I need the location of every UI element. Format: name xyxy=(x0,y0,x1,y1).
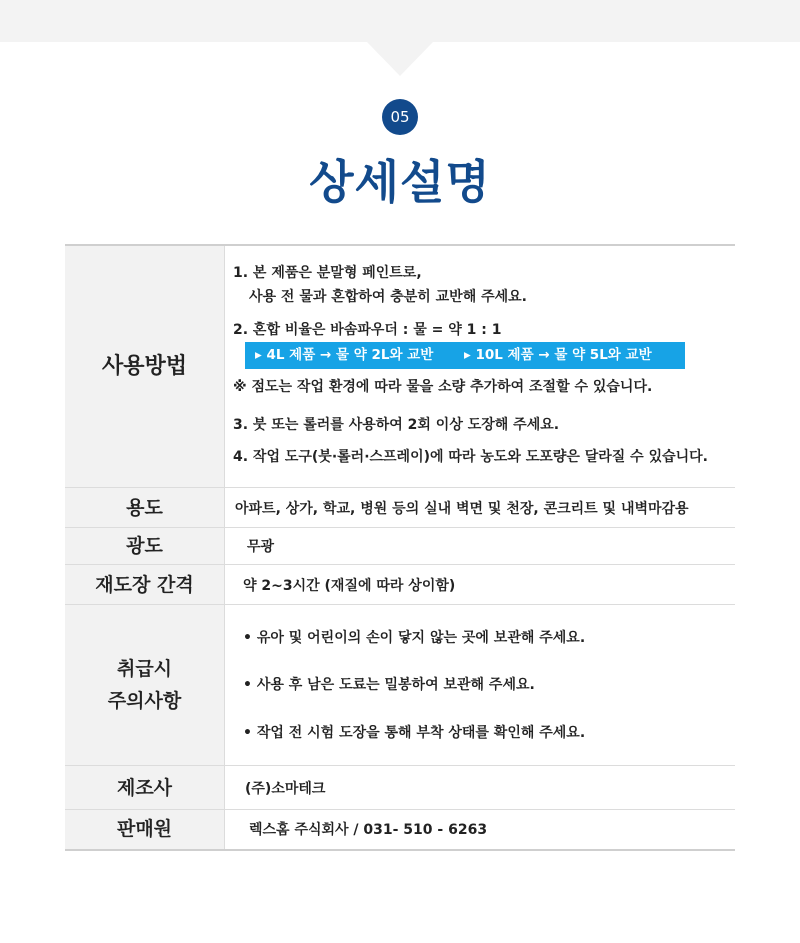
row-seller xyxy=(65,810,735,850)
caution-label xyxy=(65,605,225,766)
caution-item-3: • 작업 전 시험 도장을 통해 부착 상태를 확인해 주세요. xyxy=(243,725,586,741)
usage-label: 사용방법 xyxy=(65,245,225,488)
section-title: 상세설명 xyxy=(309,155,491,209)
row-recoat xyxy=(65,565,735,605)
usage-step1-line1: 1. 본 제품은 분말형 페인트로, xyxy=(233,265,422,281)
usage-step3: 3. 붓 또는 롤러를 사용하여 2회 이상 도장해 주세요. xyxy=(233,417,560,433)
usage-step2: 2. 혼합 비율은 바솜파우더 : 물 = 약 1 : 1 xyxy=(233,322,502,338)
row-usage xyxy=(65,245,735,488)
usage-step1-line2: 사용 전 물과 혼합하여 충분히 교반해 주세요. xyxy=(249,289,527,305)
manufacturer-label: 제조사 xyxy=(65,766,225,810)
row-manufacturer xyxy=(65,766,735,810)
spec-table xyxy=(65,244,735,851)
row-gloss xyxy=(65,528,735,565)
purpose-label: 용도 xyxy=(65,488,225,528)
purpose-value: 아파트, 상가, 학교, 병원 등의 실내 벽면 및 천장, 콘크리트 및 내벽마감용 xyxy=(235,500,689,517)
seller-label: 판매원 xyxy=(65,810,225,850)
seller-value: 렉스홈 주식회사 / 031- 510 - 6263 xyxy=(249,822,488,839)
row-purpose xyxy=(65,488,735,528)
mix-4l: ▸ 4L 제품 → 물 약 2L와 교반 xyxy=(255,347,434,363)
usage-cell xyxy=(225,245,736,488)
caution-label-line1: 취급시 xyxy=(116,658,173,680)
caution-cell xyxy=(225,605,736,766)
caution-label-line2: 주의사항 xyxy=(107,690,182,712)
caution-item-2: • 사용 후 남은 도료는 밀봉하여 보관해 주세요. xyxy=(243,677,535,693)
manufacturer-value: (주)소마테크 xyxy=(245,780,326,797)
section-number-badge: 05 xyxy=(382,99,418,135)
row-caution xyxy=(65,605,735,766)
gloss-value: 무광 xyxy=(247,539,275,555)
mix-ratio-highlight xyxy=(245,342,685,369)
usage-step4: 4. 작업 도구(붓·롤러·스프레이)에 따라 농도와 도포량은 달라질 수 있습니다. xyxy=(233,449,708,465)
section-arrow-icon xyxy=(367,42,433,76)
mix-10l: ▸ 10L 제품 → 물 약 5L와 교반 xyxy=(463,347,652,363)
recoat-value: 약 2~3시간 (재질에 따라 상이함) xyxy=(243,577,456,594)
recoat-label: 재도장 간격 xyxy=(65,565,225,605)
gloss-label: 광도 xyxy=(65,528,225,565)
caution-item-1: • 유아 및 어린이의 손이 닿지 않는 곳에 보관해 주세요. xyxy=(243,630,586,646)
usage-note: ※ 점도는 작업 환경에 따라 물을 소량 추가하여 조절할 수 있습니다. xyxy=(233,379,653,395)
top-band xyxy=(0,0,800,42)
